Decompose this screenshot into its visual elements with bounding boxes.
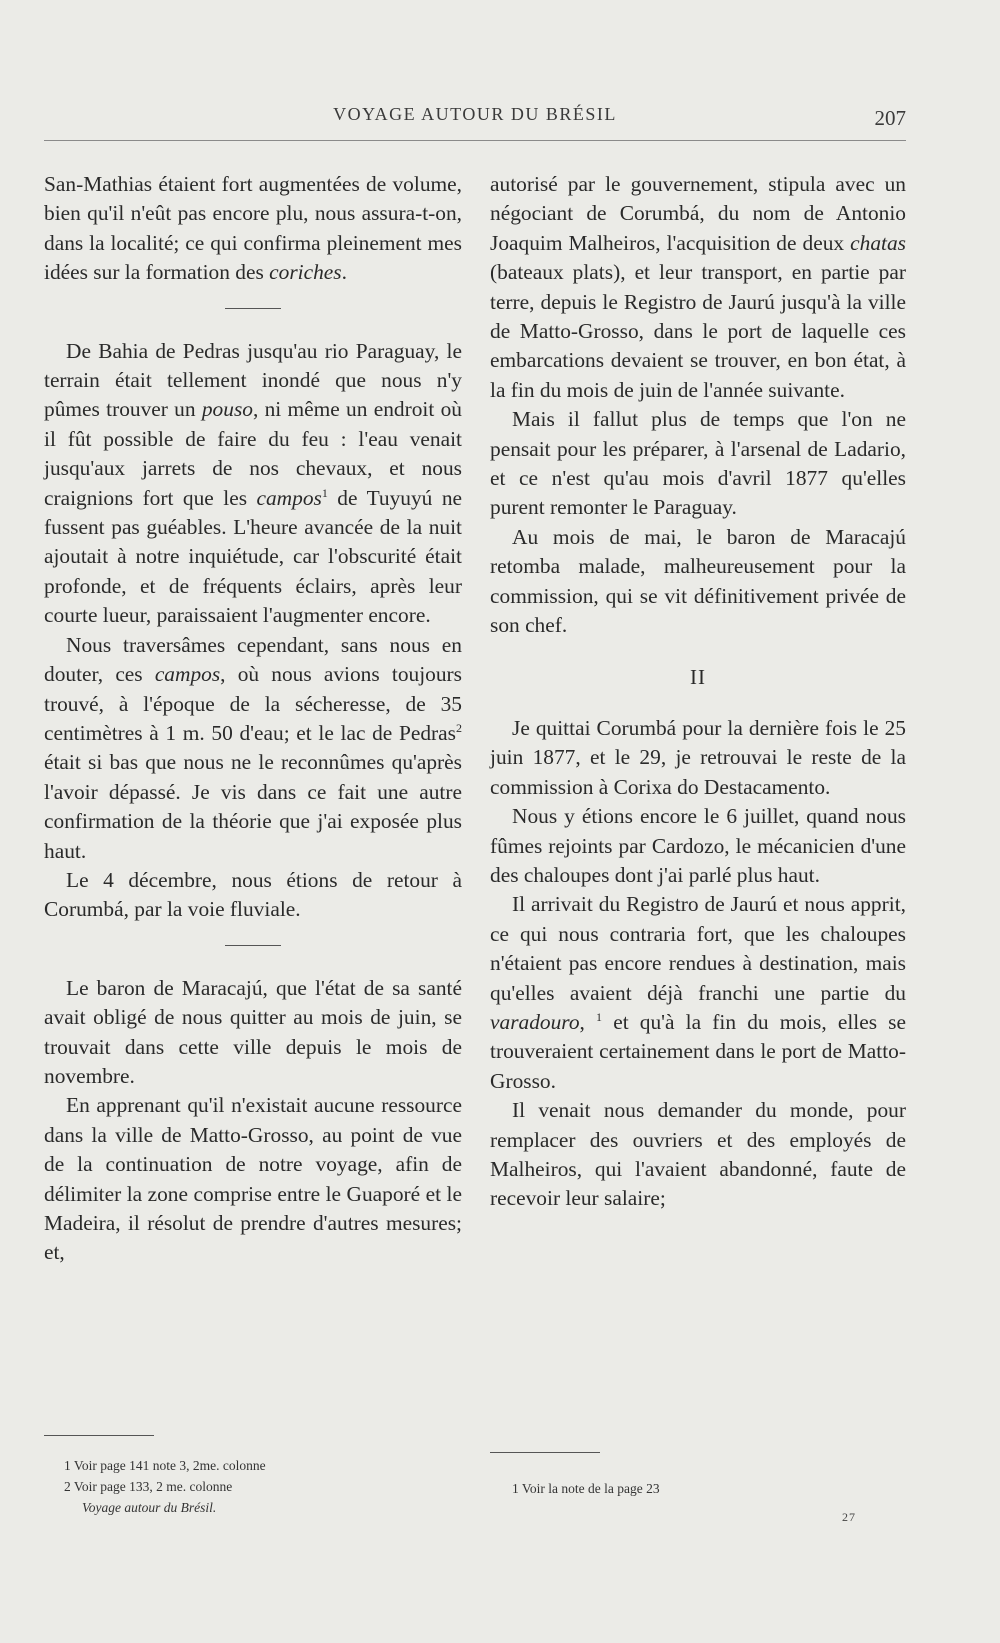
- paragraph: Nous traversâmes cependant, sans nous en douter, ces campos, où nous avions toujours trouvé, à l'époque de la sécheresse, de 35 centimètres à 1 m. 50 d'eau; et le lac de Pedras$^2$ était si bas que nous ne le reconnûmes qu'après l'avoir dépassé. Je vis dans ce fait une autre confirmation de la théorie que j'ai exposée plus haut.: [44, 632, 462, 863]
- footnote-ref: 1: [321, 485, 328, 500]
- paragraph: Il arrivait du Registro de Jaurú et nous apprit, ce qui nous contraria fort, que les chaloupes n'étaient pas encore rendues à destination, mais qu'elles avaient déjà franchi une partie du varadouro, $^1$ et qu'à la fin du mois, elles se trouveraient certainement dans le port de Matto-Grosso.: [490, 892, 907, 1093]
- footnotes-left: [64, 1455, 266, 1518]
- emphasis: campos: [256, 485, 322, 510]
- emphasis: chatas: [850, 230, 906, 255]
- footnote-ref: 1: [596, 1009, 603, 1024]
- footnote-ref: 2: [456, 720, 462, 735]
- paragraph: Mais il fallut plus de temps que l'on ne pensait pour les préparer, à l'arsenal de Ladario, et ce n'est qu'au mois d'avril 1877 qu'elles purent remonter le Paraguay.: [490, 407, 906, 520]
- footnotes-right: [512, 1478, 660, 1499]
- book-title-footer: Voyage autour du Brésil.: [82, 1500, 217, 1515]
- section-separator: [225, 308, 281, 309]
- paragraph: Nous y étions encore le 6 juillet, quand nous fûmes rejoints par Cardozo, le mécanicien d'une des chaloupes dont j'ai parlé plus haut.: [490, 804, 906, 887]
- emphasis: campos: [154, 662, 221, 687]
- paragraph: Le 4 décembre, nous étions de retour à Corumbá, par la voie fluviale.: [44, 867, 462, 922]
- paragraph: Il venait nous demander du monde, pour remplacer des ouvriers et des employés de Malheiros, qui l'avaient abandonné, faute de recevoir leur salaire;: [490, 1098, 906, 1211]
- right-column: [490, 170, 906, 1214]
- emphasis: varadouro: [490, 1009, 580, 1034]
- paragraph: San-Mathias étaient fort augmentées de volume, bien qu'il n'eût pas encore plu, nous assura-t-on, dans la localité; ce qui confirma pleinement mes idées sur la formation des coriches.: [44, 172, 462, 285]
- paragraph: Le baron de Maracajú, que l'état de sa santé avait obligé de nous quitter au mois de juin, se trouvait dans cette ville depuis le mois de novembre.: [44, 975, 462, 1088]
- left-column: [44, 170, 462, 1268]
- paragraph: autorisé par le gouvernement, stipula avec un négociant de Corumbá, du nom de Antonio Joaquim Malheiros, l'acquisition de deux chatas (bateaux plats), et leur transport, en partie par terre, depuis le Registro de Jaurú jusqu'à la ville de Matto-Grosso, dans le port de laquelle ces embarcations devaient se trouver, en bon état, à la fin du mois de juin de l'année suivante.: [490, 172, 906, 402]
- paragraph: Je quittai Corumbá pour la dernière fois le 25 juin 1877, et le 29, je retrouvai le reste de la commission à Corixa do Destacamento.: [490, 715, 906, 799]
- section-number: II: [690, 664, 706, 689]
- footnote-1: 1 Voir page 141 note 3, 2me. colonne: [64, 1458, 266, 1473]
- paragraph: En apprenant qu'il n'existait aucune ressource dans la ville de Matto-Grosso, au point de vue de la continuation de notre voyage, afin de délimiter la zone comprise entre le Guaporé et le Madeira, il résolut de prendre d'autres mesures; et,: [44, 1093, 462, 1265]
- header-rule: [44, 140, 906, 141]
- page-header: [44, 100, 906, 136]
- page-number: 207: [874, 106, 906, 130]
- footnote-rule-left: [44, 1435, 154, 1436]
- footnote-rule-right: [490, 1452, 600, 1453]
- emphasis: pouso: [201, 397, 253, 422]
- emphasis: coriches: [269, 260, 342, 285]
- footnote-2: 2 Voir page 133, 2 me. colonne: [64, 1479, 233, 1494]
- paragraph: De Bahia de Pedras jusqu'au rio Paraguay, le terrain était tellement inondé que nous n'y pûmes trouver un pouso, ni même un endroit où il fût possible de faire du feu : l'eau venait jusqu'aux jarrets de nos chevaux, et nous craignions fort que les campos$^1$ de Tuyuyú ne fussent pas guéables. L'heure avancée de la nuit ajoutait à notre inquiétude, car l'obscurité était profonde, et de fréquents éclairs, après leur courte lueur, paraissaient l'augmenter encore.: [44, 338, 463, 628]
- footnote-1: 1 Voir la note de la page 23: [512, 1481, 660, 1496]
- section-separator: [225, 945, 281, 946]
- signature-mark: 27: [842, 1510, 856, 1524]
- running-title: VOYAGE AUTOUR DU BRÉSIL: [333, 104, 617, 124]
- paragraph: Au mois de mai, le baron de Maracajú retomba malade, malheureusement pour la commission, qui se vit définitivement privée de son chef.: [490, 524, 906, 638]
